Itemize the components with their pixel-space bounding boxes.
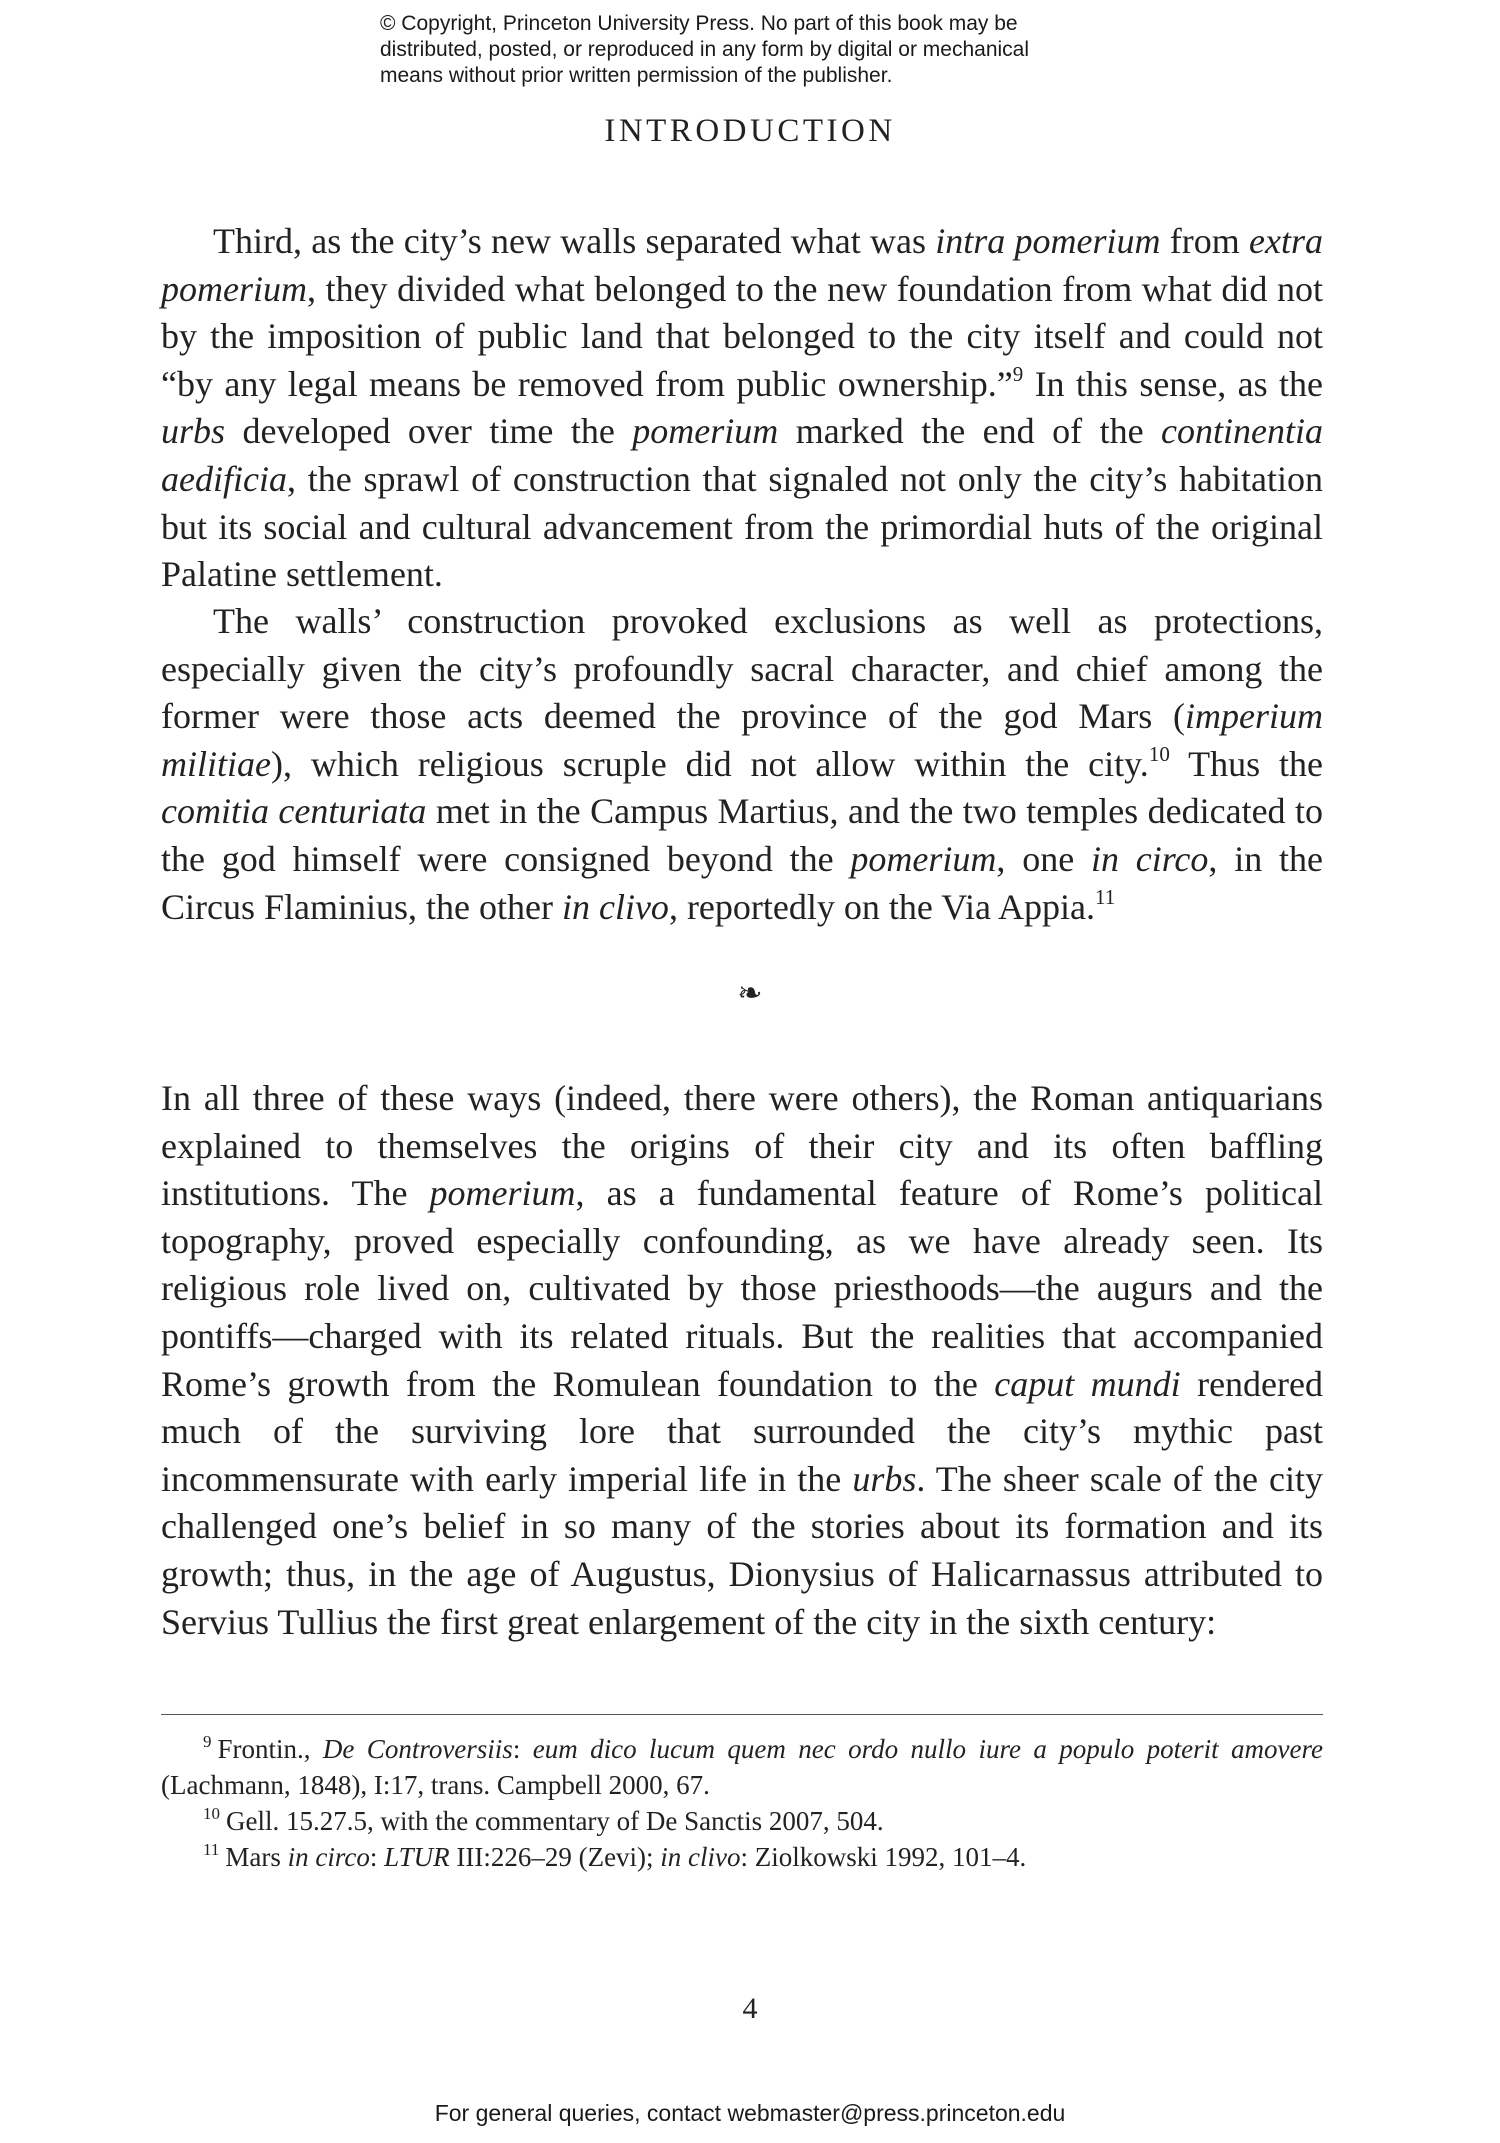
- body-paragraph-1: [161, 218, 1323, 599]
- text-run: . The sheer scale of the city challenged one’s belief in so many of the stories about its formation and its growth; thus, in the age of Augustus, Dionysius of Halicarnassus attributed to Servius Tullius the first great enlargement of the city in the sixth century:: [161, 1458, 1323, 1642]
- footnote-number: 9: [203, 1732, 212, 1751]
- text-run: rendered much of the surviving lore that surrounded the city’s mythic past incommensurate with early imperial life in the: [161, 1363, 1323, 1499]
- latin-quote: eum dico lucum quem nec ordo nullo iure a populo poterit amovere: [532, 1734, 1323, 1764]
- paragraph-text: [161, 598, 1323, 931]
- section-break-ornament: ❧: [737, 976, 763, 1011]
- text-run: III:226–29 (Zevi);: [449, 1842, 661, 1872]
- footnote-ref[interactable]: 9: [1012, 361, 1024, 386]
- latin-term: in circo: [1090, 838, 1209, 879]
- text-run: :: [369, 1842, 385, 1872]
- text-run: Gell. 15.27.5, with the commentary of De Sanctis 2007, 504.: [226, 1806, 884, 1836]
- text-run: met in the Campus Martius, and the two temples dedicated to the god himself were consigned beyond the: [161, 791, 1323, 879]
- text-run: , in the Circus Flaminius, the other: [161, 838, 1323, 927]
- copyright-line: distributed, posted, or reproduced in any form by digital or mechanical: [380, 38, 1030, 61]
- text-run: , one: [996, 838, 1091, 879]
- text-run: In all three of these ways (indeed, there were others), the Roman antiquarians explained to themselves the origins of their city and its often baffling institutions. The: [161, 1078, 1323, 1214]
- text-run: : Ziolkowski 1992, 101–4.: [740, 1842, 1027, 1872]
- page-number: 4: [742, 1992, 758, 2025]
- footnote-divider: [161, 1714, 1323, 1715]
- latin-term: pomerium: [632, 411, 779, 452]
- text-run: , the sprawl of construction that signaled not only the city’s habitation but its social and cultural advancement from the primordial huts of the original Palatine settlement.: [161, 458, 1323, 595]
- copyright-line: means without prior written permission of the publisher.: [380, 64, 893, 87]
- footnote-number: 11: [203, 1840, 220, 1859]
- footnote-9: [161, 1731, 1323, 1803]
- footnote-10: [161, 1803, 1323, 1839]
- latin-term: in clivo: [561, 886, 669, 927]
- paragraph-text: [161, 218, 1323, 599]
- latin-term: imperium militiae: [161, 696, 1323, 784]
- text-run: :: [512, 1734, 533, 1764]
- footer-notice: For general queries, contact webmaster@press.princeton.edu: [434, 2100, 1066, 2126]
- citation-title: LTUR: [384, 1842, 450, 1872]
- text-run: In this sense, as the: [1023, 363, 1324, 404]
- latin-term: in circo: [287, 1842, 370, 1872]
- footnote-ref[interactable]: 10: [1148, 741, 1170, 766]
- text-run: , they divided what belonged to the new foundation from what did not by the imposition of public land that belonged to the city itself and could not “by any legal means be removed from public ownership.”: [161, 268, 1323, 404]
- footnotes: [161, 1731, 1323, 1875]
- copyright-line: © Copyright, Princeton University Press. No part of this book may be: [380, 12, 1018, 35]
- text-run: developed over time the: [225, 411, 633, 452]
- text-run: marked the end of the: [778, 411, 1162, 452]
- latin-term: comitia centuriata: [161, 791, 427, 832]
- copyright-notice: [380, 11, 1180, 89]
- text-run: from: [1160, 221, 1250, 261]
- paragraph-text: [161, 1075, 1323, 1646]
- citation-title: De Controversiis: [322, 1734, 513, 1764]
- latin-term: continentia aedificia: [161, 411, 1324, 499]
- latin-term: urbs: [161, 411, 226, 452]
- text-run: Mars: [225, 1842, 288, 1872]
- body-paragraph-3: [161, 1075, 1323, 1646]
- footnote-ref[interactable]: 11: [1095, 884, 1116, 909]
- latin-term: in clivo: [660, 1842, 741, 1872]
- latin-term: pomerium: [850, 838, 997, 879]
- footnote-11: [161, 1839, 1323, 1875]
- text-run: , reportedly on the Via Appia.: [668, 886, 1096, 927]
- text-run: (Lachmann, 1848), I:17, trans. Campbell 2000, 67.: [161, 1770, 710, 1800]
- text-run: Thus the: [1169, 743, 1323, 784]
- latin-term: intra pomerium: [935, 221, 1161, 261]
- body-paragraph-2: [161, 598, 1323, 931]
- latin-term: caput mundi: [994, 1363, 1181, 1404]
- running-head: INTRODUCTION: [604, 113, 896, 149]
- latin-term: extra pomerium: [161, 221, 1324, 309]
- latin-term: pomerium: [429, 1173, 576, 1214]
- latin-term: urbs: [852, 1458, 917, 1499]
- text-run: ), which religious scruple did not allow within the city.: [271, 743, 1149, 784]
- text-run: Frontin.,: [217, 1734, 323, 1764]
- text-run: Third, as the city’s new walls separated what was: [213, 221, 936, 261]
- text-run: , as a fundamental feature of Rome’s political topography, proved especially confounding, as we have already seen. Its religious role lived on, cultivated by those priesthoods—the augurs and the pontiffs—charged with its related rituals. But the realities that accompanied Rome’s growth from the Romulean foundation to the: [161, 1173, 1323, 1404]
- text-run: The walls’ construction provoked exclusions as well as protections, especially given the city’s profoundly sacral character, and chief among the former were those acts deemed the province of the god Mars (: [161, 601, 1323, 737]
- footnote-number: 10: [203, 1804, 220, 1823]
